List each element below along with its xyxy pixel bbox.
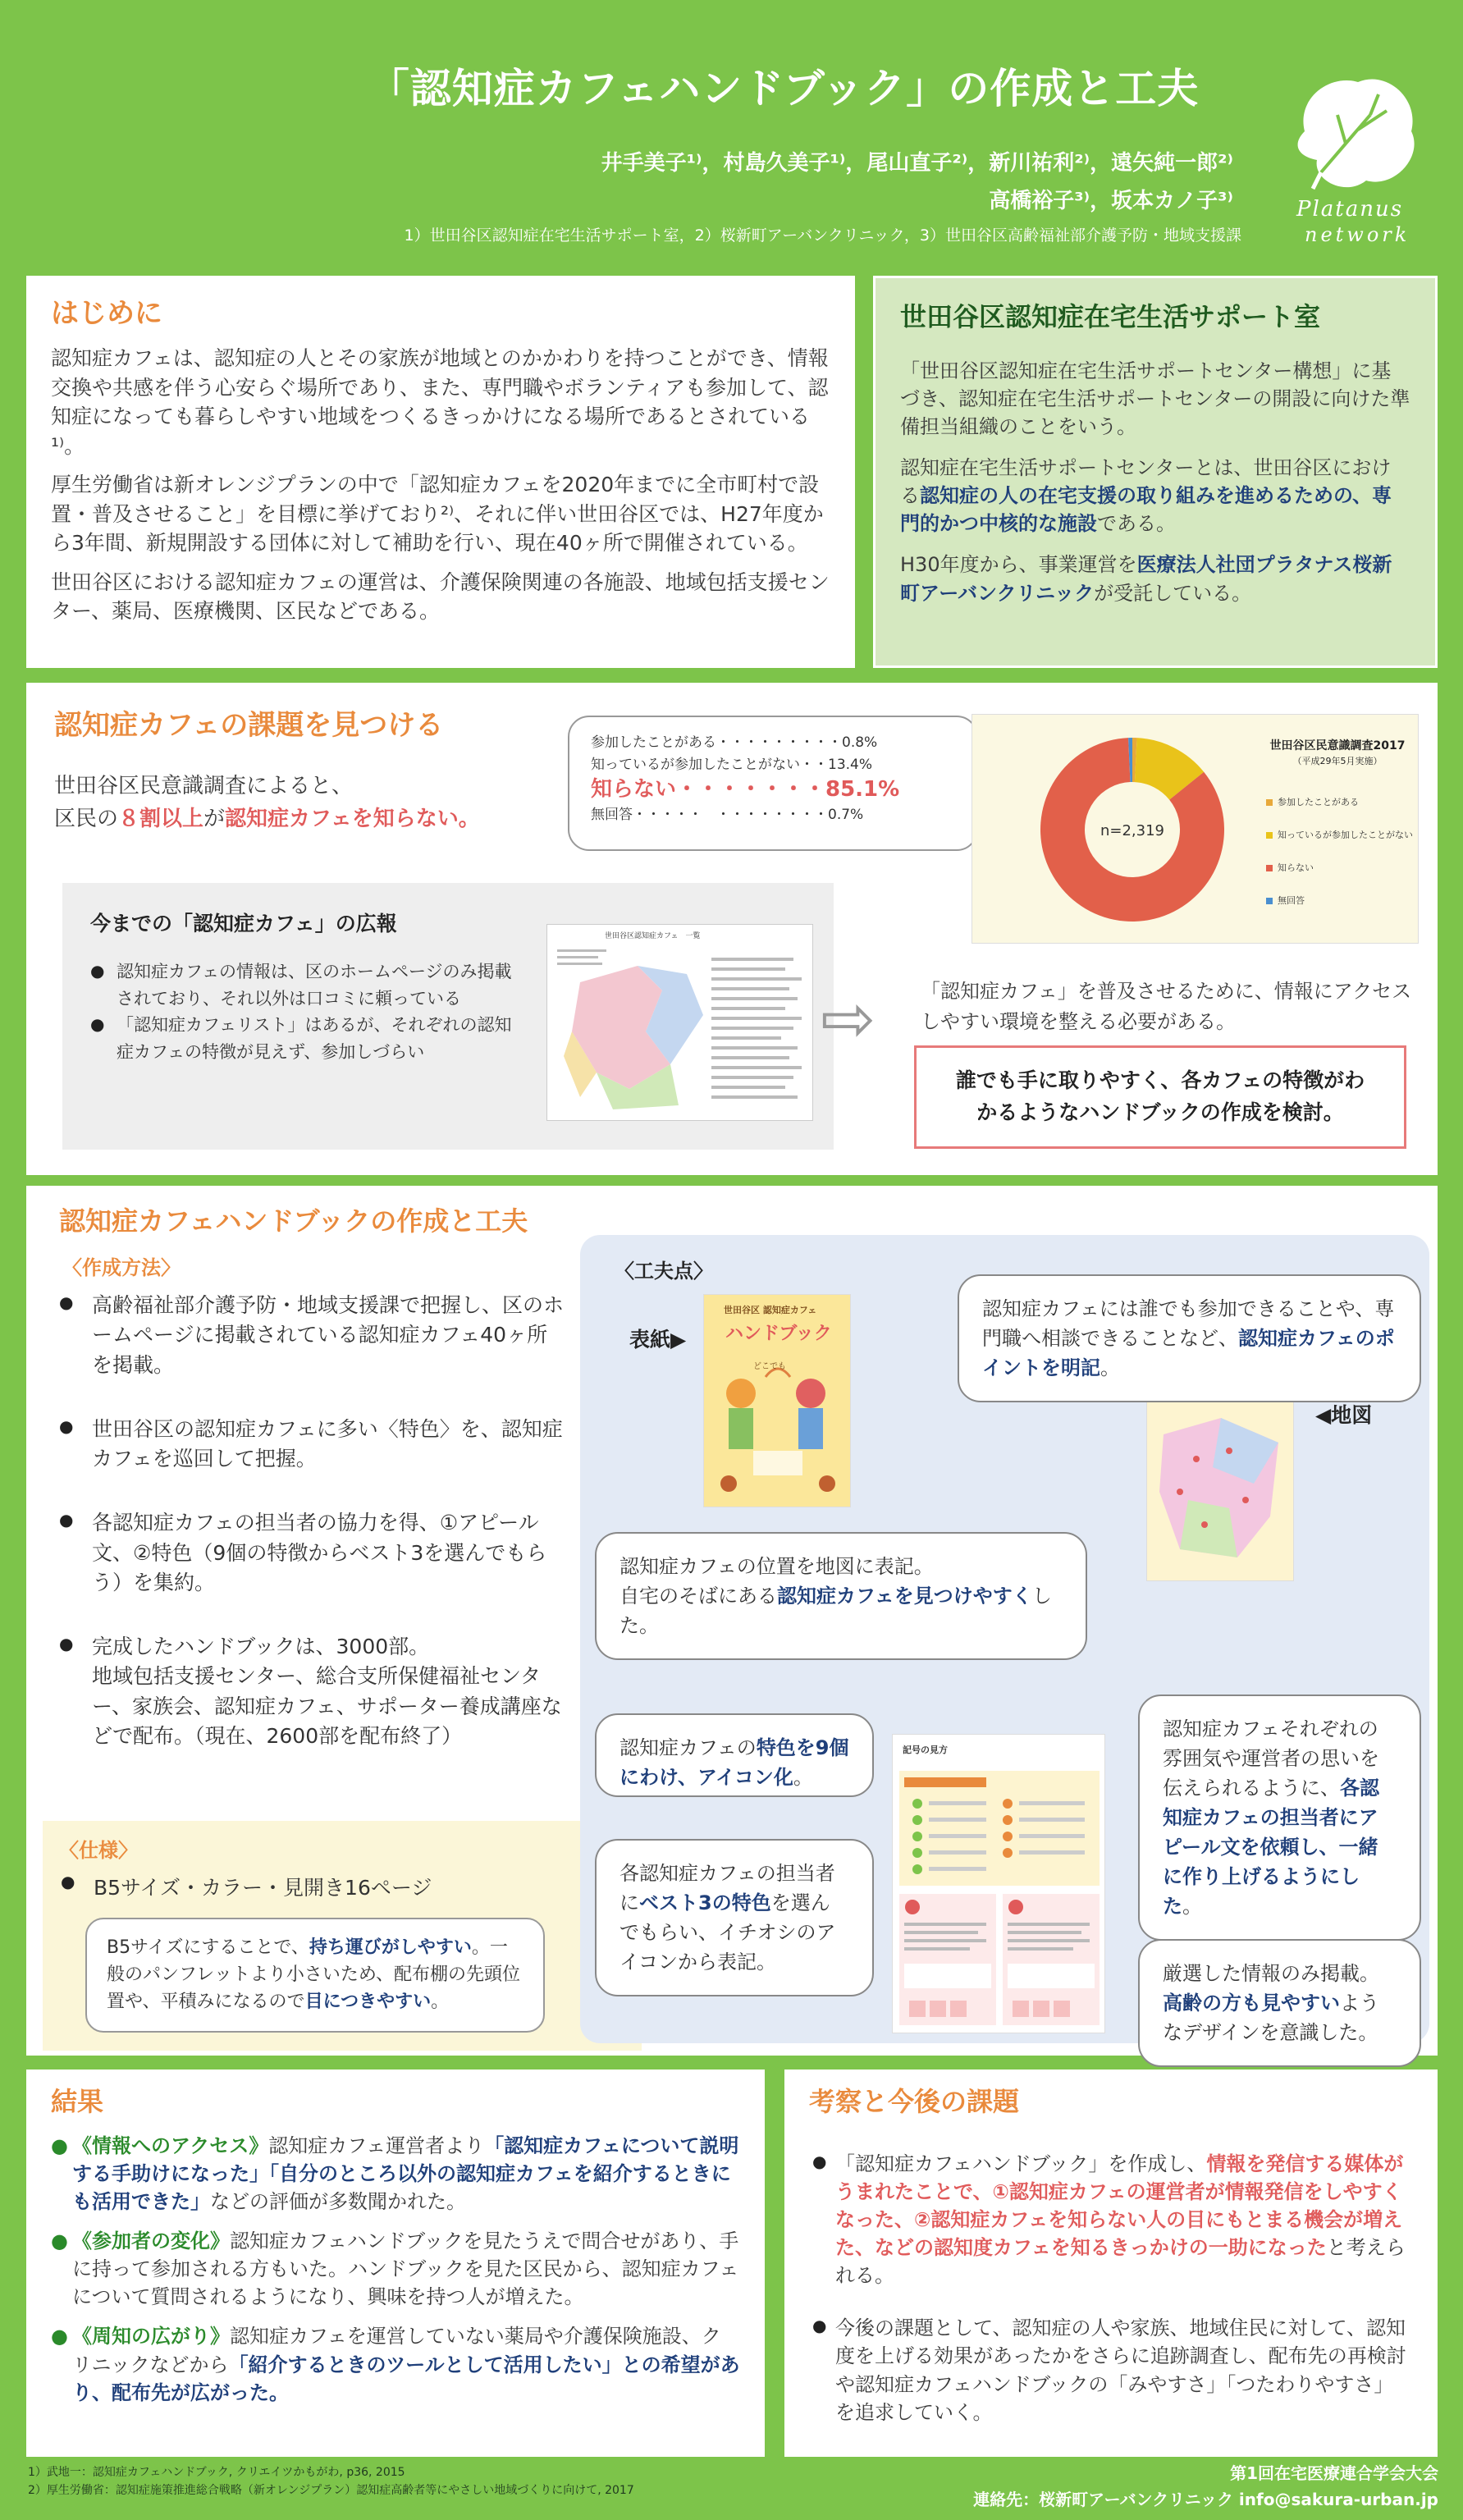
survey-line-4: 無回答・・・・・ ・・・・・・・・0.7%: [591, 807, 864, 824]
conference-name: 第1回在宅医療連合学会大会: [1230, 2463, 1438, 2483]
method-title: 〈作成方法〉: [62, 1256, 181, 1279]
discussion-title: 考察と今後の課題: [809, 2086, 1020, 2117]
chart-center-label: n=2,319: [1100, 822, 1165, 839]
spec-item: ● B5サイズ・カラー・見開き16ページ: [57, 1872, 432, 1901]
result-panel: [26, 2070, 765, 2457]
method-item-1: ● 高齢福祉部介護予防・地域支援課で把握し、区のホームページに掲載されている認知症カフェ40ヶ所を掲載。: [56, 1291, 565, 1380]
need-text: 「認知症カフェ」を普及させるために、情報にアクセスしやすい環境を整える必要がある。: [921, 980, 1412, 1034]
result-item-1: ● 《情報へのアクセス》認知症カフェ運営者より「認知症カフェについて説明する手助けになった」「自分のところ以外の認知症カフェを紹介するときにも活用できた」などの評価が多数聞かれた。: [51, 2134, 739, 2214]
conclusion-text: 誰でも手に取りやすく、各カフェの特徴がわかるようなハンドブックの作成を検討。: [955, 1068, 1365, 1124]
method-item-4: ● 完成したハンドブックは、3000部。 地域包括支援センター、総合支所保健福祉センター、家族会、認知症カフェ、サポーター養成講座などで配布。（現在、2600部を配布終了）: [56, 1632, 565, 1751]
callout-map: 認知症カフェの位置を地図に表記。 自宅のそばにある認知症カフェを見つけやすくした。: [595, 1532, 1087, 1660]
handbook-panel: [26, 1186, 1438, 2056]
logo-text-1: Platanus: [1296, 197, 1404, 222]
survey-line-2: 知っているが参加したことがない・・13.4%: [591, 757, 873, 774]
cafe-list-title: 世田谷区認知症カフェ 一覧: [605, 932, 701, 940]
map-label: ◀地図: [1315, 1403, 1373, 1427]
callout-appeal: 認知症カフェそれぞれの雰囲気や運営者の思いを伝えられるように、各認知症カフェの担当者にアピール文を依頼し、一緒に作り上げるようにした。: [1138, 1694, 1421, 1941]
issue-text-2: 区民の８割以上が認知症カフェを知らない。: [54, 807, 480, 831]
survey-line-1: 参加したことがある・・・・・・・・・0.8%: [591, 734, 878, 751]
legend-label-1: 参加したことがある: [1278, 797, 1359, 807]
spec-box: [43, 1821, 642, 2051]
method-item-3: ● 各認知症カフェの担当者の協力を得、①アピール文、②特色（9個の特徴からベスト3を選んでもらう）を集約。: [56, 1508, 565, 1598]
contact-info: 連絡先：桜新町アーバンクリニック info@sakura-urban.jp: [973, 2490, 1438, 2509]
cover-thumbnail: [703, 1294, 851, 1507]
handbook-title: 認知症カフェハンドブックの作成と工夫: [59, 1205, 528, 1237]
kufu-area: [580, 1235, 1429, 2043]
leaf-icon: [1288, 66, 1428, 197]
poster-title: 「認知症カフェハンドブック」の作成と工夫: [368, 65, 1200, 112]
cover-title-2: ハンドブック: [725, 1324, 832, 1344]
legend-swatch-2: [1266, 832, 1273, 839]
callout-best3: 各認知症カフェの担当者にベスト3の特色を選んでもらい、イチオシのアイコンから表記。: [595, 1839, 874, 1996]
chart-subtitle: （平成29年5月実施）: [1292, 756, 1383, 766]
intro-paragraph-1: 認知症カフェは、認知症の人とその家族が地域とのかかわりを持つことができ、情報交換や共感を伴う心安らぐ場所であり、また、専門職やボランティアも参加して、認知症になっても暮らしやすい地域をつくるきっかけになる場所であるとされている¹⁾。: [51, 346, 829, 458]
authors-line-2: 高橋裕子³⁾，坂本カノ子³⁾: [989, 189, 1233, 213]
reference-1: 1）武地一：認知症カフェハンドブック, クリエイツかもがわ, p36, 2015: [28, 2466, 405, 2479]
reference-2: 2）厚生労働省：認知症施策推進総合戦略（新オレンジプラン）認知症高齢者等にやさしい地域づくりに向けて, 2017: [28, 2484, 634, 2497]
map-illustration: [1147, 1402, 1295, 1582]
issue-title: 認知症カフェの課題を見つける: [54, 709, 444, 742]
kufu-title: 〈工夫点〉: [615, 1260, 713, 1283]
cafe-page-thumbnail: [892, 1734, 1105, 2033]
affiliations: 1）世田谷区認知症在宅生活サポート室，2）桜新町アーバンクリニック，3）世田谷区高齢福祉部介護予防・地域支援課: [404, 226, 1241, 245]
legend-label-2: 知っているが参加したことがない: [1278, 830, 1413, 840]
intro-paragraph-3: 世田谷区における認知症カフェの運営は、介護保険関連の各施設、地域包括支援センター、薬局、医療機関、区民などである。: [51, 569, 830, 623]
discussion-item-1: ● 「認知症カフェハンドブック」を作成し、情報を発信する媒体がうまれたことで、①認知症カフェの運営者が情報発信をしやすくなった、②認知症カフェを知らない人の目にもとまる機会が増えた、などの認知度カフェを知るきっかけの一助になったと考えられる。: [809, 2150, 1413, 2289]
support-title: 世田谷区認知症在宅生活サポート室: [900, 301, 1321, 332]
intro-panel: [26, 276, 855, 668]
page-illustration: [893, 1754, 1106, 2033]
intro-title: はじめに: [51, 297, 162, 330]
result-item-2: ● 《参加者の変化》認知症カフェハンドブックを見たうえで問合せがあり、手に持って参加される方もいた。ハンドブックを見た区民から、認知症カフェについて質問されるようになり、興味を持つ人が増えた。: [51, 2230, 739, 2309]
issue-text-1: 世田谷区民意識調査によると、: [54, 774, 354, 798]
discussion-item-2: ● 今後の課題として、認知症の人や家族、地域住民に対して、認知度を上げる効果があったかをさらに追跡調査し、配布先の再検討や認知症カフェハンドブックの「みやすさ」「つたわりやすさ」を追求していく。: [809, 2314, 1413, 2426]
page-thumb-title: 記号の見方: [903, 1745, 948, 1755]
result-item-3: ● 《周知の広がり》認知症カフェを運営していない薬局や介護保険施設、クリニックなどから「紹介するときのツールとして活用したい」との希望があり、配布先が広がった。: [51, 2325, 740, 2404]
spec-note: B5サイズにすることで、持ち運びがしやすい。一般のパンフレットより小さいため、配布棚の先頭位置や、平積みになるので目につきやすい。: [85, 1918, 545, 2033]
issue-panel: [26, 683, 1438, 1175]
legend-swatch-3: [1266, 865, 1273, 871]
pr-item-2: ● 「認知症カフェリスト」はあるが、それぞれの認知症カフェの特徴が見えず、参加しづらい: [87, 1012, 522, 1065]
svg-text:どこでも: どこでも: [753, 1362, 786, 1371]
cafe-list-thumbnail: [546, 924, 813, 1121]
callout-icons: 認知症カフェの特色を9個にわけ、アイコン化。: [595, 1713, 874, 1797]
legend-label-4: 無回答: [1278, 895, 1305, 906]
legend-swatch-1: [1266, 799, 1273, 806]
support-panel: [873, 276, 1438, 668]
support-paragraph-2: 認知症在宅生活サポートセンターとは、世田谷区における認知症の人の在宅支援の取り組みを進めるための、専門的かつ中核的な施設である。: [900, 456, 1392, 536]
survey-chart: [972, 714, 1419, 944]
callout-design: 厳選した情報のみ掲載。 高齢の方も見やすいようなデザインを意識した。: [1138, 1939, 1421, 2067]
authors-line-1: 井手美子¹⁾，村島久美子¹⁾，尾山直子²⁾，新川祐利²⁾，遠矢純一郎²⁾: [601, 151, 1233, 176]
support-paragraph-3: H30年度から、事業運営を医療法人社団プラタナス桜新町アーバンクリニックが受託している。: [900, 553, 1392, 605]
callout-points: 認知症カフェには誰でも参加できることや、専門職へ相談できることなど、認知症カフェのポイントを明記。: [958, 1274, 1421, 1402]
logo-text-2: network: [1305, 223, 1410, 246]
support-paragraph-1: 「世田谷区認知症在宅生活サポートセンター構想」に基づき、認知症在宅生活サポートセンターの開設に向けた準備担当組織のことをいう。: [900, 359, 1410, 439]
result-title: 結果: [51, 2086, 104, 2117]
map-thumbnail: [1146, 1376, 1294, 1581]
pie-chart: [972, 715, 1420, 944]
intro-paragraph-2: 厚生労働省は新オレンジプランの中で「認知症カフェを2020年までに全市町村で設置・普及させること」を目標に挙げており²⁾、それに伴い世田谷区では、H27年度から3年間、新規開設する団体に対して補助を行い、現在40ヶ所で開催されている。: [51, 473, 824, 555]
legend-swatch-4: [1266, 898, 1273, 904]
method-item-2: ● 世田谷区の認知症カフェに多い〈特色〉を、認知症カフェを巡回して把握。: [56, 1415, 565, 1475]
platanus-logo: [1280, 66, 1436, 254]
cover-title-1: 世田谷区 認知症カフェ: [724, 1305, 817, 1315]
arrow-right-icon: ⇨: [821, 981, 876, 1057]
method-list: [56, 1291, 565, 1751]
cover-label: 表紙▶: [629, 1328, 687, 1351]
discussion-panel: [784, 2070, 1438, 2457]
pr-title: 今までの「認知症カフェ」の広報: [90, 912, 397, 935]
survey-line-3: 知らない・・・・・・・85.1%: [591, 777, 900, 803]
survey-bubble: [568, 716, 978, 851]
pr-list: [87, 958, 522, 1065]
chart-title: 世田谷区民意識調査2017: [1269, 739, 1406, 752]
conclusion-box: [914, 1045, 1406, 1149]
pr-item-1: ● 認知症カフェの情報は、区のホームページのみ掲載されており、それ以外は口コミに頼っている: [87, 958, 522, 1012]
ward-map-icon: [547, 925, 814, 1122]
pr-box: [62, 883, 834, 1150]
legend-label-3: 知らない: [1278, 862, 1314, 873]
cover-illustration: [704, 1344, 852, 1508]
spec-title: 〈仕様〉: [59, 1839, 138, 1862]
